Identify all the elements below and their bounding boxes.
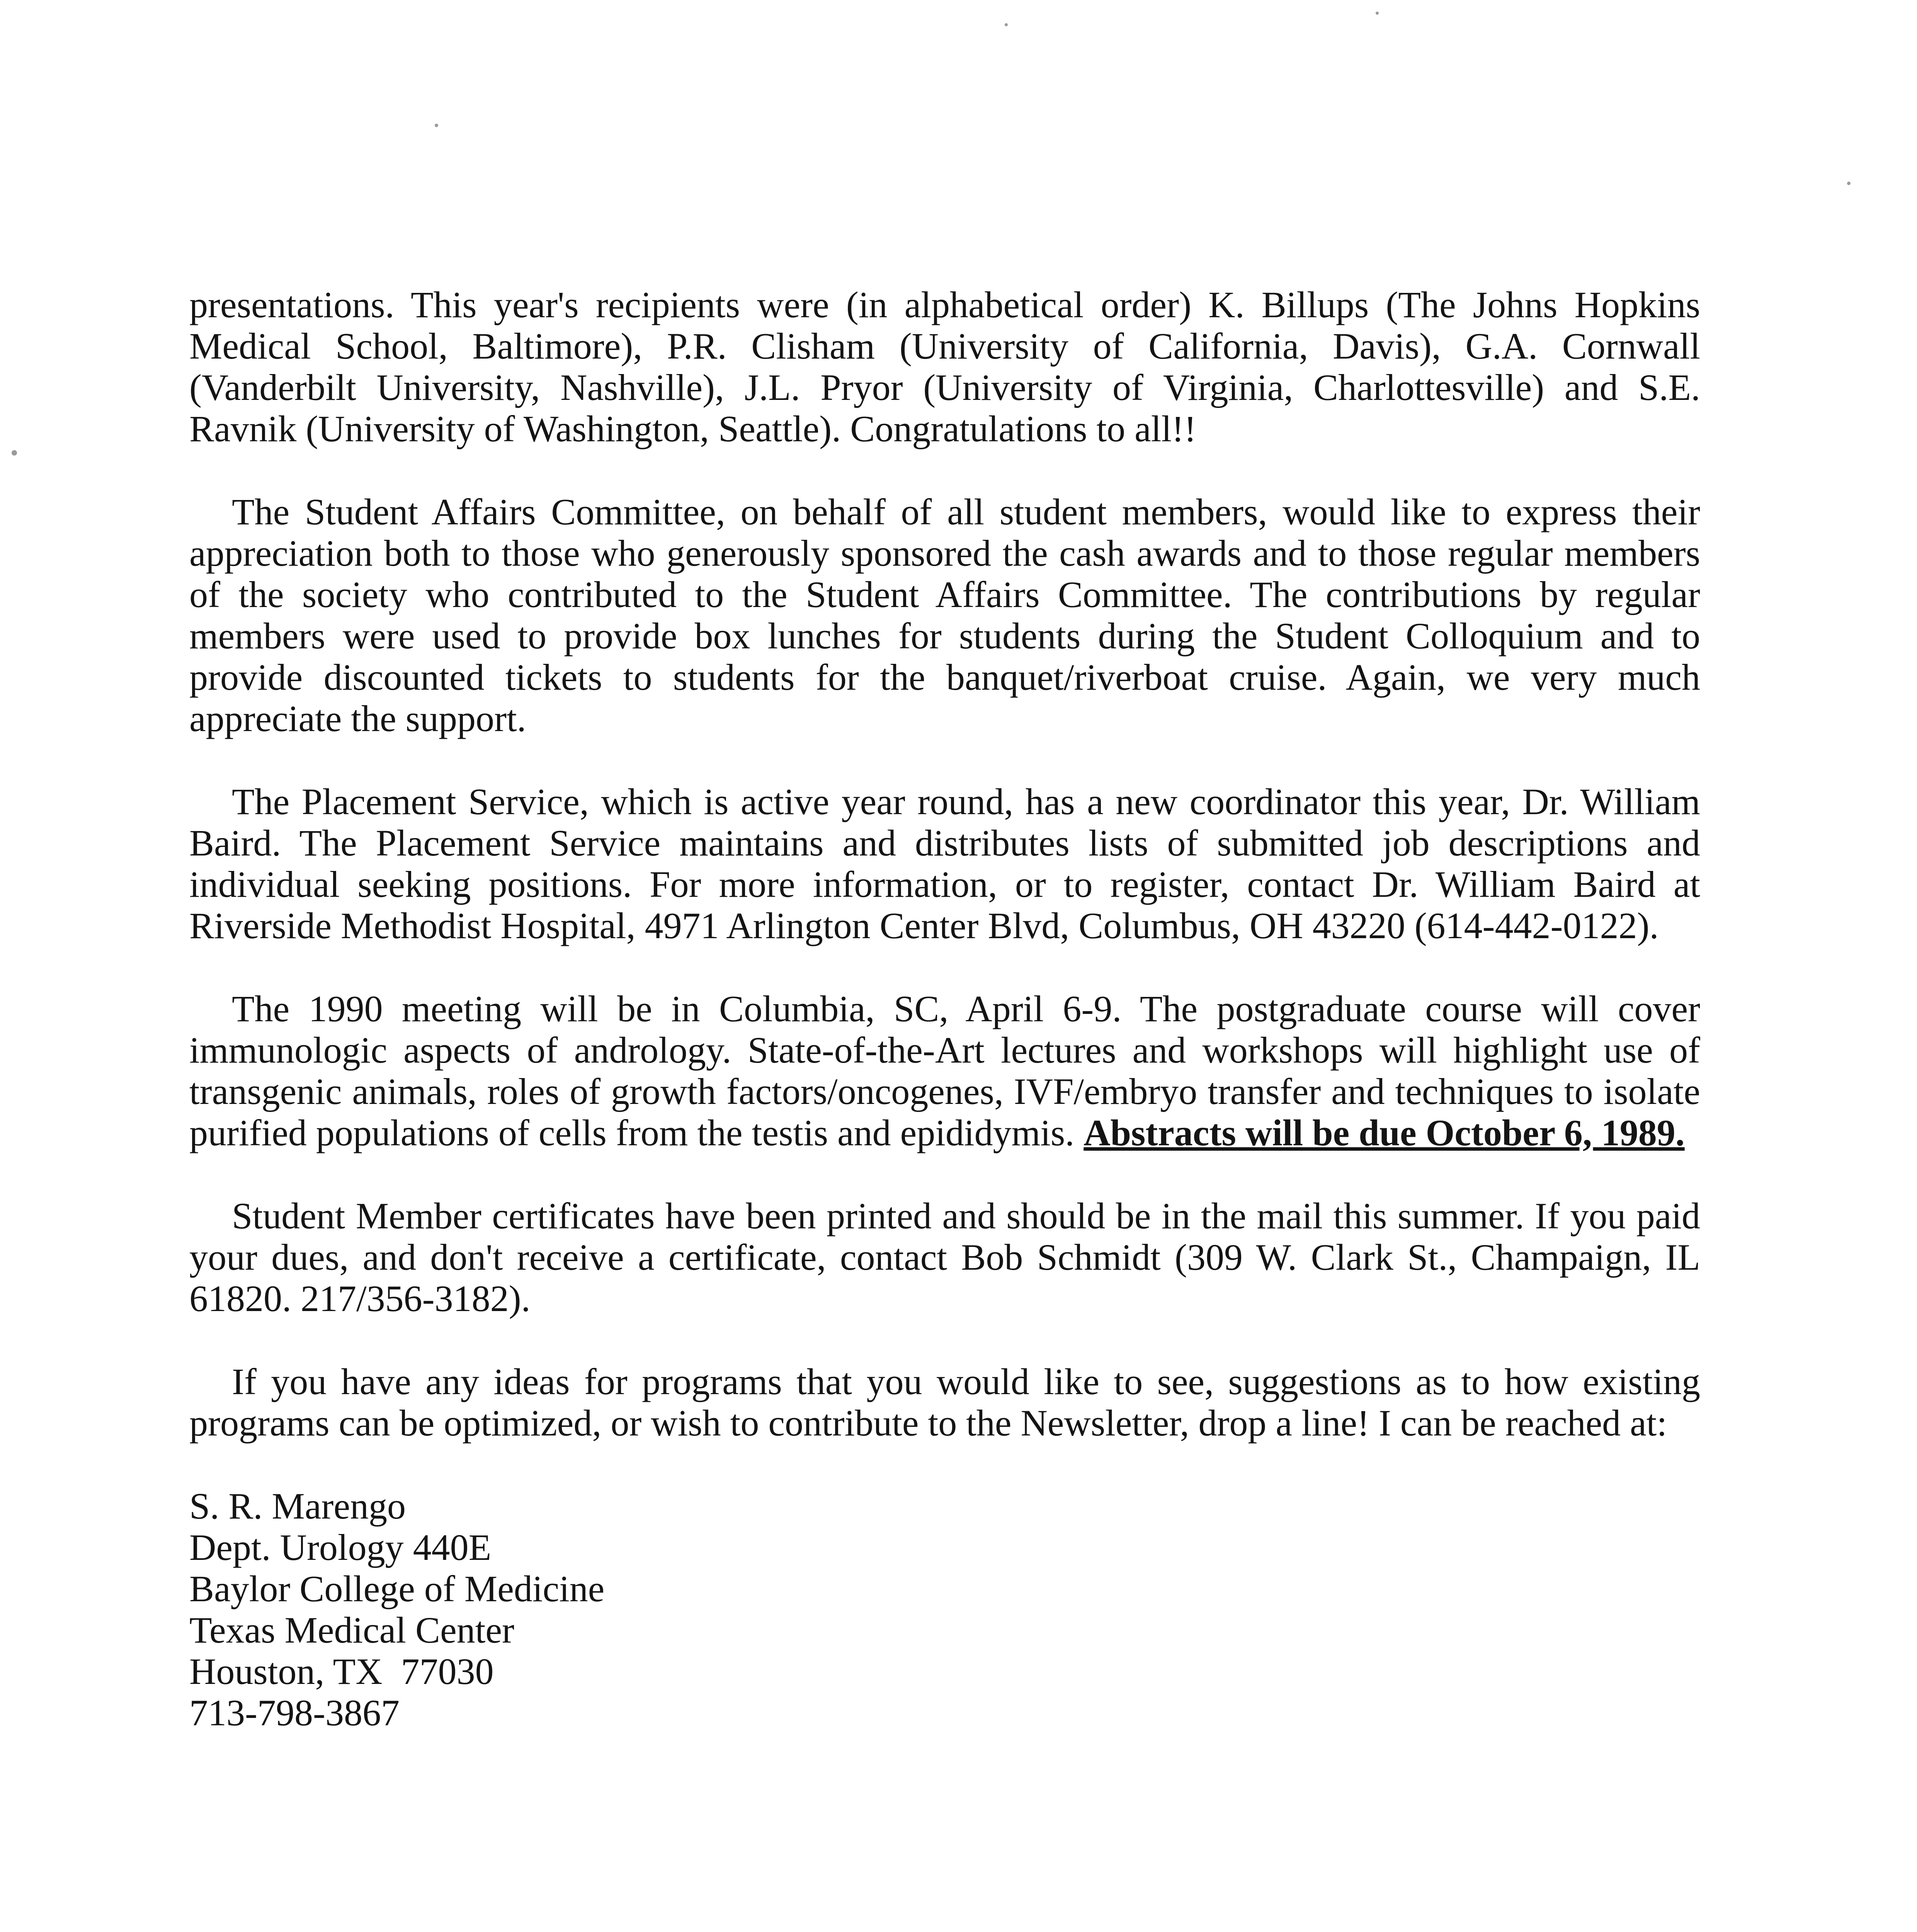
document-body [189,284,1700,1733]
scan-speck [435,124,438,127]
address-city: Houston, TX 77030 [189,1651,494,1692]
address-phone: 713-798-3867 [189,1692,400,1733]
address-name: S. R. Marengo [189,1485,406,1527]
abstracts-deadline: Abstracts will be due October 6, 1989. [1084,1112,1685,1153]
scan-speck [1376,12,1379,15]
meeting-text: The 1990 meeting will be in Columbia, SC, April 6-9. The postgraduate course will cover immunologic aspects of andrology. State-of-the-Art lectures and workshops will highlight use of transgenic animals, roles of growth factors/oncogenes, IVF/embryo transfer and techniques to isolate purified populations of cells from the testis and epididymis. [189,988,1700,1153]
address-institution: Baylor College of Medicine [189,1568,605,1609]
scan-speck [1847,182,1851,185]
scan-speck [12,450,17,456]
address-center: Texas Medical Center [189,1609,514,1651]
scan-speck [1005,23,1008,26]
address-department: Dept. Urology 440E [189,1527,492,1568]
contact-address [189,1485,1700,1733]
paragraph-contact-invite: If you have any ideas for programs that you would like to see, suggestions as to how existing programs can be optimized, or wish to contribute to the Newsletter, drop a line! I can be reached at: [189,1361,1700,1444]
paragraph-certificates: Student Member certificates have been printed and should be in the mail this summer. If you paid your dues, and don't receive a certificate, contact Bob Schmidt (309 W. Clark St., Champaign, IL 61820. 217/356-3182). [189,1195,1700,1319]
paragraph-recipients: presentations. This year's recipients were (in alphabetical order) K. Billups (The Johns Hopkins Medical School, Baltimore), P.R. Clisham (University of California, Davis), G.A. Cornwall (Vanderbilt University, Nashville), J.L. Pryor (University of Virginia, Charlottesville) and S.E. Ravnik (University of Washington, Seattle). Congratulations to all!! [189,284,1700,449]
paragraph-1990-meeting [189,988,1700,1153]
paragraph-student-affairs: The Student Affairs Committee, on behalf of all student members, would like to express their appreciation both to those who generously sponsored the cash awards and to those regular members of the society who contributed to the Student Affairs Committee. The contributions by regular members were used to provide box lunches for students during the Student Colloquium and to provide discounted tickets to students for the banquet/riverboat cruise. Again, we very much appreciate the support. [189,491,1700,739]
paragraph-placement-service: The Placement Service, which is active year round, has a new coordinator this year, Dr. William Baird. The Placement Service maintains and distributes lists of submitted job descriptions and individual seeking positions. For more information, or to register, contact Dr. William Baird at Riverside Methodist Hospital, 4971 Arlington Center Blvd, Columbus, OH 43220 (614-442-0122). [189,781,1700,946]
